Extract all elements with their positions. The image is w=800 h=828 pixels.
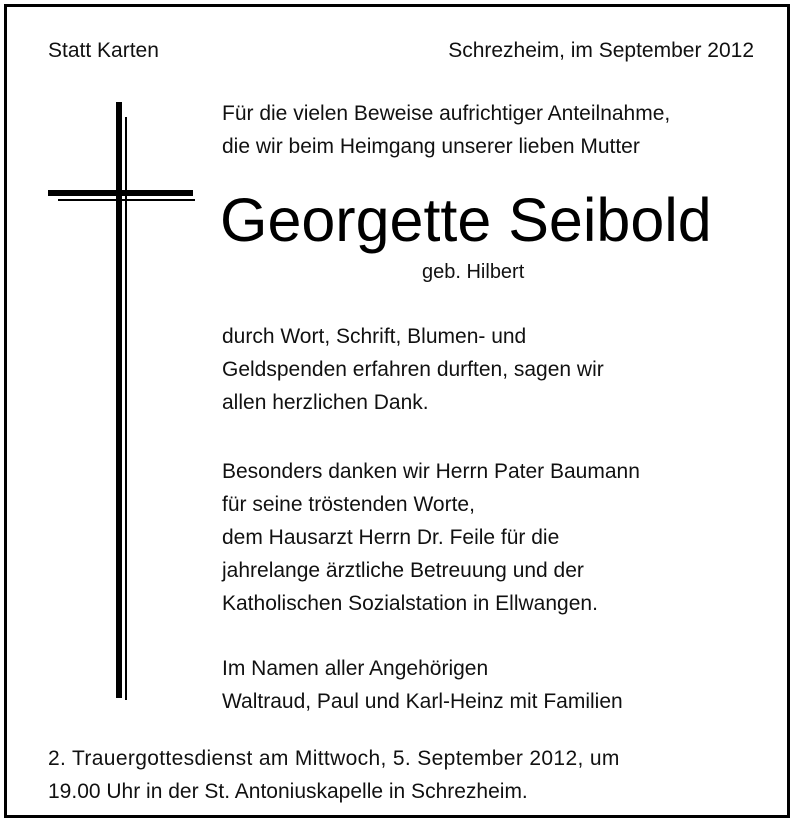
- paragraph-line: dem Hausarzt Herrn Dr. Feile für die: [222, 526, 560, 549]
- paragraph-line: für seine tröstenden Worte,: [222, 493, 475, 516]
- header-date-text: Schrezheim, im September 2012: [448, 39, 754, 62]
- cross-horizontal-bar-thick: [48, 190, 193, 196]
- intro-line: Für die vielen Beweise aufrichtiger Anteilnahme,: [222, 102, 671, 125]
- signature-line: Im Namen aller Angehörigen: [222, 657, 489, 680]
- intro-text: [222, 97, 670, 163]
- signature-block: [222, 652, 623, 718]
- deceased-name: Georgette Seibold: [220, 186, 712, 254]
- paragraph-line: allen herzlichen Dank.: [222, 391, 429, 414]
- obituary-card: [4, 4, 790, 818]
- intro-line: die wir beim Heimgang unserer lieben Mutter: [222, 135, 640, 158]
- cross-horizontal-bar-thin: [58, 199, 195, 201]
- footer-line: 19.00 Uhr in der St. Antoniuskapelle in Schrezheim.: [48, 780, 528, 803]
- signature-line: Waltraud, Paul und Karl-Heinz mit Familien: [222, 690, 623, 713]
- paragraph-line: Katholischen Sozialstation in Ellwangen.: [222, 592, 598, 615]
- header-left-text: Statt Karten: [48, 39, 159, 62]
- paragraph-line: Besonders danken wir Herrn Pater Baumann: [222, 460, 640, 483]
- special-thanks-paragraph: [222, 455, 640, 620]
- paragraph-line: jahrelange ärztliche Betreuung und der: [222, 559, 584, 582]
- paragraph-line: Geldspenden erfahren durften, sagen wir: [222, 358, 604, 381]
- footer-line: 2. Trauergottesdienst am Mittwoch, 5. September 2012, um: [48, 747, 620, 770]
- cross-icon: [7, 7, 207, 707]
- maiden-name: geb. Hilbert: [422, 261, 525, 283]
- paragraph-line: durch Wort, Schrift, Blumen- und: [222, 325, 527, 348]
- cross-vertical-bar-thin: [125, 117, 127, 700]
- thanks-paragraph: [222, 320, 604, 419]
- service-notice: [48, 742, 758, 808]
